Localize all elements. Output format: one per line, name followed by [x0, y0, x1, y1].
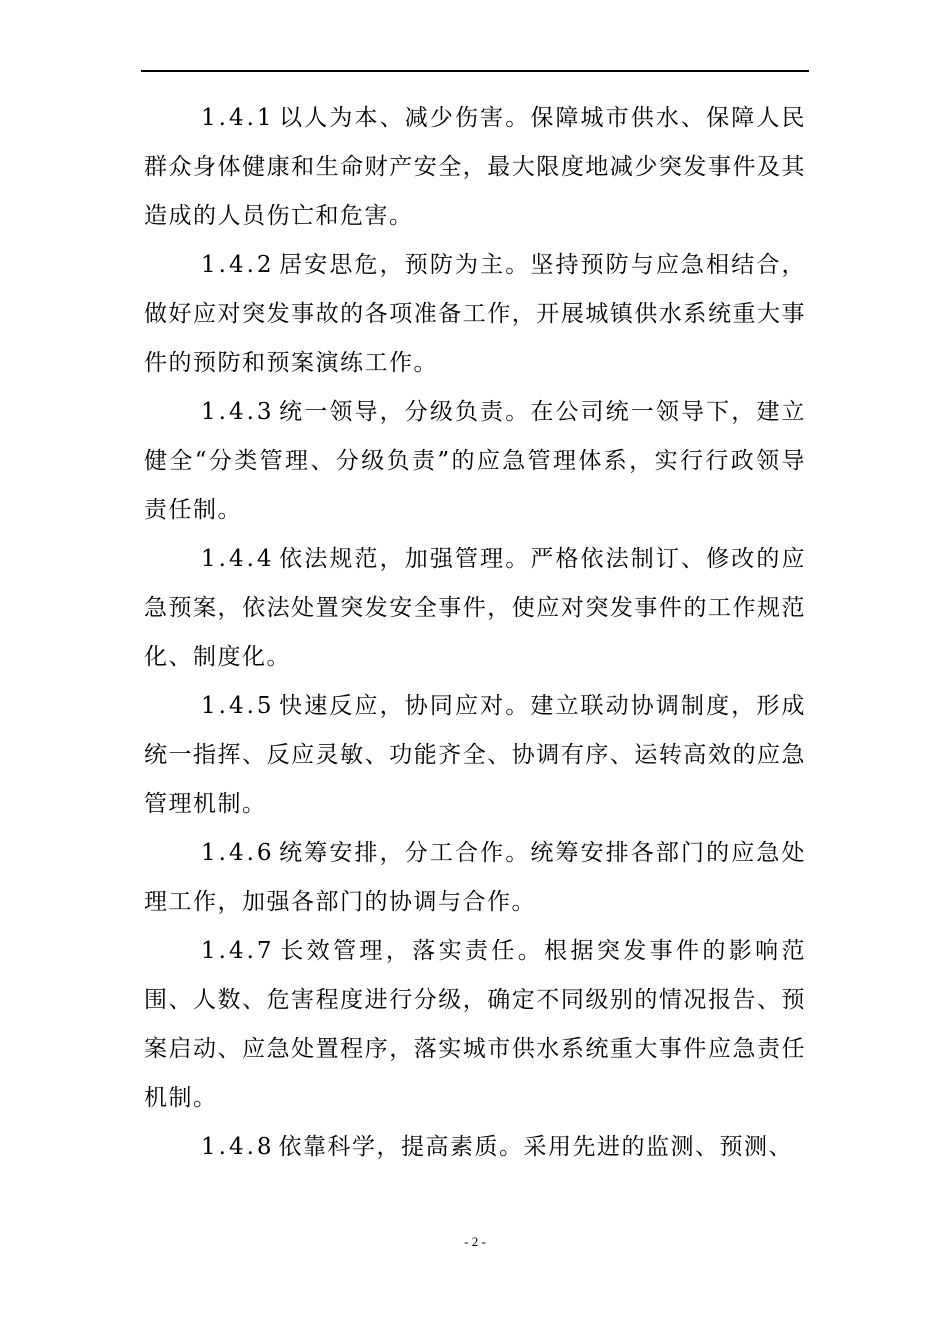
clause-text: 以人为本、减少伤害。保障城市供水、保障人民群众身体健康和生命财产安全，最大限度地减少突发事件及其造成的人员伤亡和危害。: [144, 105, 806, 229]
page-number: - 2 -: [464, 1234, 486, 1249]
clause-text: 统筹安排，分工合作。统筹安排各部门的应急处理工作，加强各部门的协调与合作。: [144, 840, 806, 915]
paragraph-1-4-2: [144, 241, 806, 388]
clause-text: 依靠科学，提高素质。采用先进的监测、预测、: [278, 1134, 794, 1160]
paragraph-1-4-8: [144, 1123, 806, 1172]
paragraph-1-4-1: [144, 94, 806, 241]
clause-number: 1.4.4: [201, 546, 275, 572]
paragraph-1-4-3: [144, 388, 806, 535]
clause-number: 1.4.5: [201, 693, 275, 719]
clause-number: 1.4.7: [201, 938, 275, 964]
clause-number: 1.4.3: [201, 399, 275, 425]
paragraph-1-4-7: [144, 927, 806, 1123]
clause-text: 长效管理，落实责任。根据突发事件的影响范围、人数、危害程度进行分级，确定不同级别的情况报告、预案启动、应急处置程序，落实城市供水系统重大事件应急责任机制。: [144, 938, 806, 1111]
document-body: [144, 94, 806, 1172]
clause-number: 1.4.1: [201, 105, 275, 131]
paragraph-1-4-4: [144, 535, 806, 682]
clause-text: 快速反应，协同应对。建立联动协调制度，形成统一指挥、反应灵敏、功能齐全、协调有序、运转高效的应急管理机制。: [144, 693, 806, 817]
clause-number: 1.4.8: [201, 1134, 275, 1160]
paragraph-1-4-5: [144, 682, 806, 829]
clause-number: 1.4.6: [201, 840, 275, 866]
clause-text: 依法规范，加强管理。严格依法制订、修改的应急预案，依法处置突发安全事件，使应对突发事件的工作规范化、制度化。: [144, 546, 806, 670]
paragraph-1-4-6: [144, 829, 806, 927]
clause-number: 1.4.2: [201, 252, 275, 278]
header-rule: [141, 70, 809, 72]
clause-text: 居安思危，预防为主。坚持预防与应急相结合，做好应对突发事故的各项准备工作，开展城镇供水系统重大事件的预防和预案演练工作。: [144, 252, 806, 376]
clause-text: 统一领导，分级负责。在公司统一领导下，建立健全“分类管理、分级负责”的应急管理体系，实行行政领导责任制。: [144, 399, 806, 523]
